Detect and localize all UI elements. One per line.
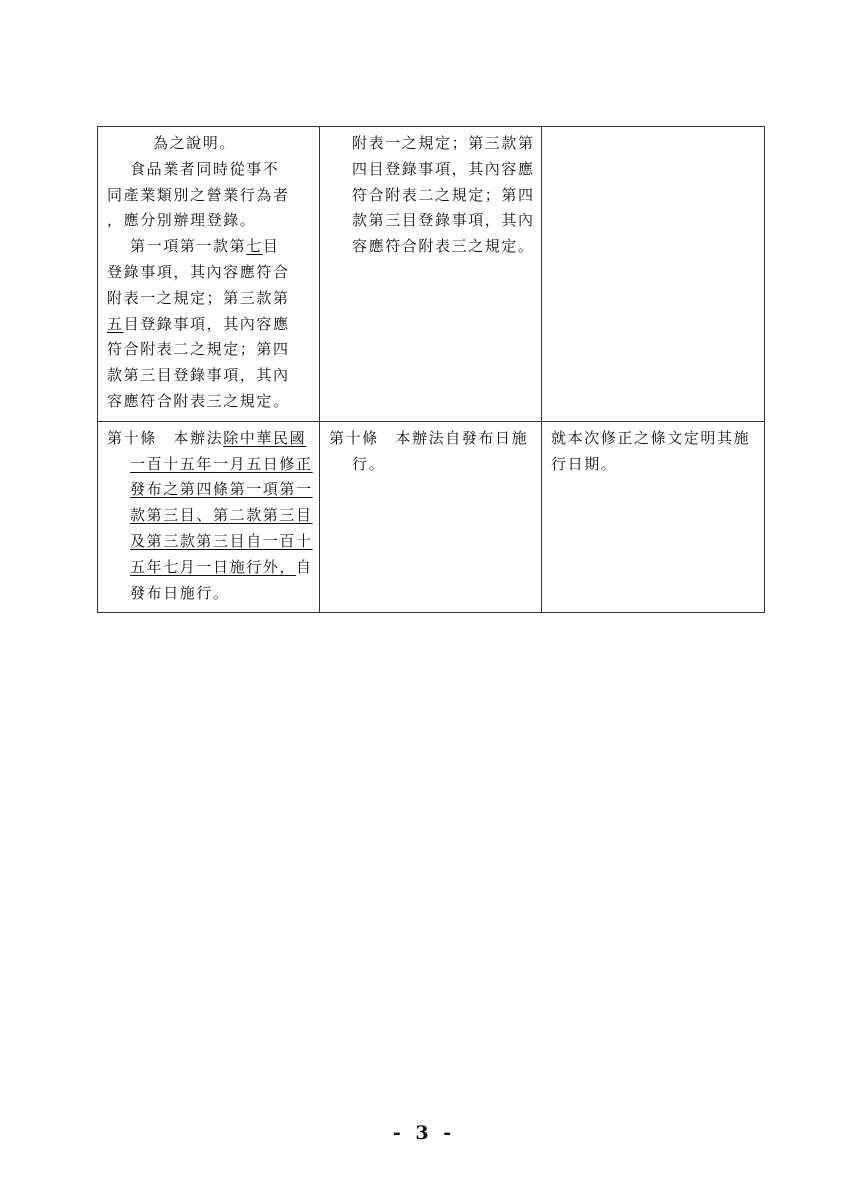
text-line: 附表一之規定；第三款第 [352, 134, 535, 152]
text-line: 行日期。 [551, 454, 618, 473]
explanation-cell [542, 127, 765, 422]
current-text-cell [320, 421, 542, 613]
amended-text-line: 發布之第四條第一項第一 [130, 480, 313, 499]
text-segment: 自 [296, 557, 313, 576]
text-line: 容應符合附表三之規定。 [352, 237, 535, 256]
page-number: - 3 - [392, 1122, 456, 1144]
text-segment: 第一項第一款第 [130, 237, 247, 256]
explanation-cell [542, 421, 765, 613]
amended-text-line: 一百十五年一月五日修正 [130, 454, 313, 473]
text-line: 食品業者同時從事不 [130, 159, 280, 178]
text-line: 附表一之規定；第三款第 [107, 288, 290, 307]
table-row [98, 127, 765, 422]
amended-text-segment: 五 [107, 314, 124, 333]
text-line: 符合附表二之規定；第四 [107, 340, 290, 359]
amended-text-line: 及第三款第三目自一百十 [130, 531, 313, 550]
amended-text-segment: 七 [246, 237, 263, 256]
text-line: 發布日施行。 [130, 583, 230, 602]
current-text-cell [320, 127, 542, 422]
text-line: 款第三目登錄事項，其內 [107, 366, 290, 385]
amended-text-segment: 除中華民國 [223, 428, 307, 447]
text-line: ，應分別辦理登錄。 [107, 211, 257, 230]
text-line [107, 312, 310, 338]
amended-text-line: 款第三目、第二款第三目 [130, 506, 313, 525]
amended-text-segment: 五年七月一日施行外， [130, 557, 297, 576]
text-segment: 目登錄事項，其內容應 [123, 314, 290, 333]
text-line: 容應符合附表三之規定。 [107, 391, 290, 410]
text-line: 符合附表二之規定；第四 [352, 185, 535, 204]
text-line: 就本次修正之條文定明其施 [551, 428, 751, 447]
text-line: 款第三目登錄事項，其內 [352, 211, 535, 230]
amendment-comparison-table [97, 126, 765, 613]
amended-text-cell [98, 421, 320, 613]
text-line [107, 426, 310, 452]
text-segment: 目 [262, 237, 280, 256]
text-line [107, 555, 313, 581]
text-line: 行。 [352, 454, 386, 473]
table-row [98, 421, 765, 613]
text-line: 第十條 本辦法自發布日施 [329, 428, 529, 447]
text-line: 為之說明。 [153, 134, 237, 152]
text-line: 登錄事項，其內容應符合 [107, 262, 290, 281]
amended-text-cell [98, 127, 320, 422]
text-line [107, 234, 310, 260]
text-line: 同產業類別之營業行為者 [107, 185, 290, 204]
text-segment: 第十條 本辦法 [107, 428, 224, 447]
text-line: 四目登錄事項，其內容應 [352, 159, 535, 178]
